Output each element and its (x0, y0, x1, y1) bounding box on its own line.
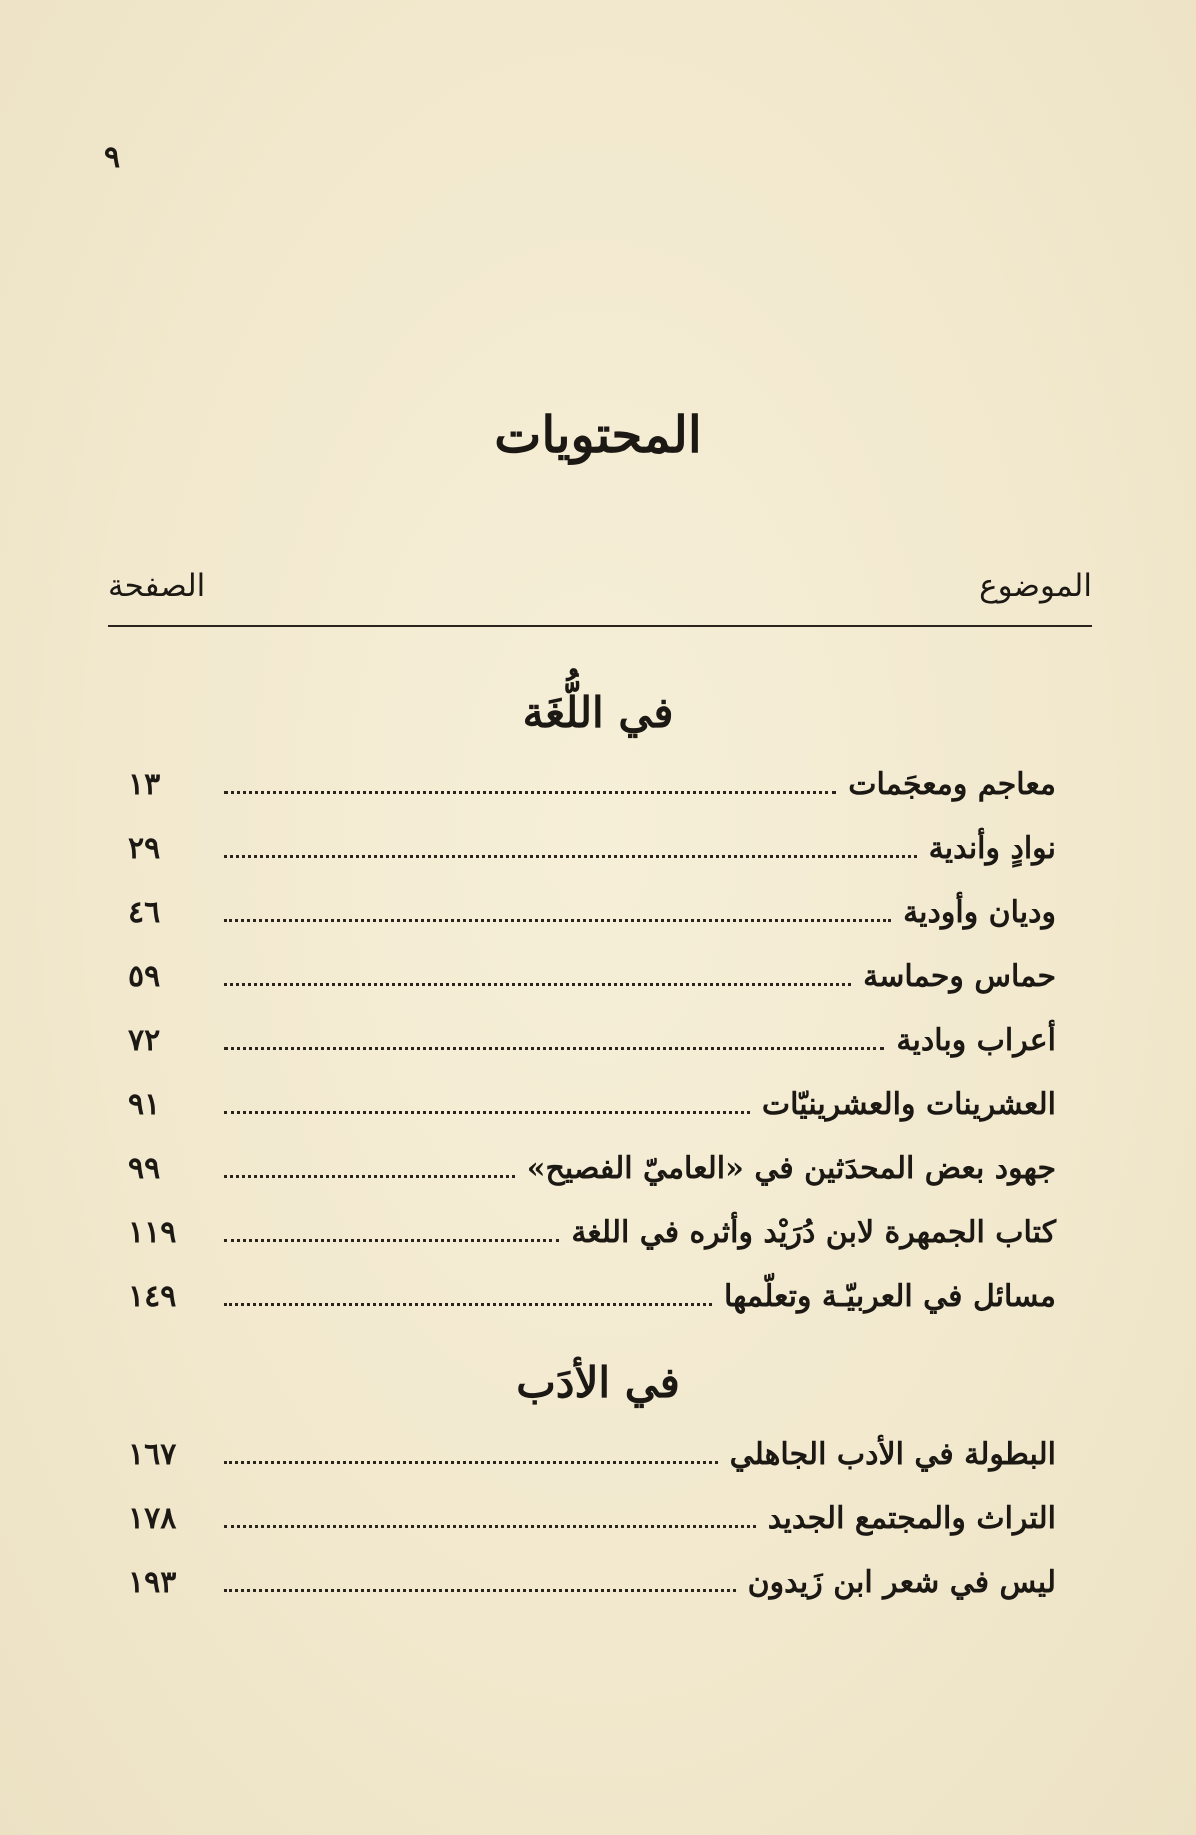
toc-entry-title: جهود بعض المحدَثين في «العاميّ الفصيح» (526, 1151, 1056, 1186)
toc-entry-title: مسائل في العربيّـة وتعلّمها (723, 1279, 1056, 1314)
toc-entry (128, 1058, 1056, 1122)
dot-leader (224, 1525, 756, 1528)
toc-entry-title: نوادٍ وأندية (928, 831, 1056, 866)
toc-entry-title: وديان وأودية (903, 895, 1056, 930)
section-heading-literature: في الأدَب (516, 1358, 680, 1407)
dot-leader (224, 983, 851, 986)
toc-entry-title: التراث والمجتمع الجديد (767, 1501, 1056, 1536)
toc-entry-page: ٩٩ (128, 1151, 161, 1186)
toc-entry-title: كتاب الجمهرة لابن دُرَيْد وأثره في اللغة (571, 1215, 1056, 1250)
toc-entry-page: ٥٩ (128, 959, 161, 994)
topic-column-label: الموضوع (979, 568, 1092, 604)
dot-leader (224, 855, 917, 858)
dot-leader (224, 1047, 884, 1050)
toc-entry (128, 1472, 1056, 1536)
dot-leader (224, 1461, 718, 1464)
toc-entry-title: حماس وحماسة (863, 959, 1056, 994)
toc-entry (128, 802, 1056, 866)
toc-entry (128, 930, 1056, 994)
toc-entry-page: ٢٩ (128, 831, 161, 866)
toc-entry-page: ١٣ (128, 767, 161, 802)
dot-leader (224, 919, 891, 922)
toc-entry-title: البطولة في الأدب الجاهلي (729, 1437, 1056, 1472)
toc-entry-title: معاجم ومعجَمات (848, 767, 1056, 802)
page-title: المحتويات (494, 405, 702, 464)
dot-leader (224, 1589, 736, 1592)
toc-entry-title: أعراب وبادية (896, 1023, 1056, 1058)
toc-entry-page: ٤٦ (128, 895, 161, 930)
dot-leader (224, 1303, 712, 1306)
toc-entry-page: ١٩٣ (128, 1565, 177, 1600)
toc-entry (128, 994, 1056, 1058)
toc-entry-page: ٩١ (128, 1087, 161, 1122)
dot-leader (224, 1111, 750, 1114)
toc-entry (128, 738, 1056, 802)
toc-list-language (128, 738, 1056, 1314)
page-number: ٩ (104, 140, 121, 175)
toc-entry (128, 1408, 1056, 1472)
toc-entry (128, 1186, 1056, 1250)
toc-entry (128, 866, 1056, 930)
section-heading-language: في اللُّغَة (522, 688, 674, 737)
toc-entry-page: ١٦٧ (128, 1437, 177, 1472)
toc-entry-page: ١١٩ (128, 1215, 177, 1250)
toc-entry-page: ١٤٩ (128, 1279, 177, 1314)
dot-leader (224, 1175, 515, 1178)
toc-entry (128, 1250, 1056, 1314)
dot-leader (224, 1239, 559, 1242)
dot-leader (224, 791, 836, 794)
toc-entry (128, 1122, 1056, 1186)
toc-list-literature (128, 1408, 1056, 1600)
header-divider (108, 625, 1092, 627)
page-column-label: الصفحة (108, 568, 206, 604)
toc-entry-title: ليس في شعر ابن زَيدون (747, 1565, 1056, 1600)
toc-entry-page: ٧٢ (128, 1023, 161, 1058)
toc-entry (128, 1536, 1056, 1600)
toc-entry-page: ١٧٨ (128, 1501, 177, 1536)
toc-header (108, 568, 1092, 604)
toc-entry-title: العشرينات والعشرينيّات (761, 1087, 1056, 1122)
